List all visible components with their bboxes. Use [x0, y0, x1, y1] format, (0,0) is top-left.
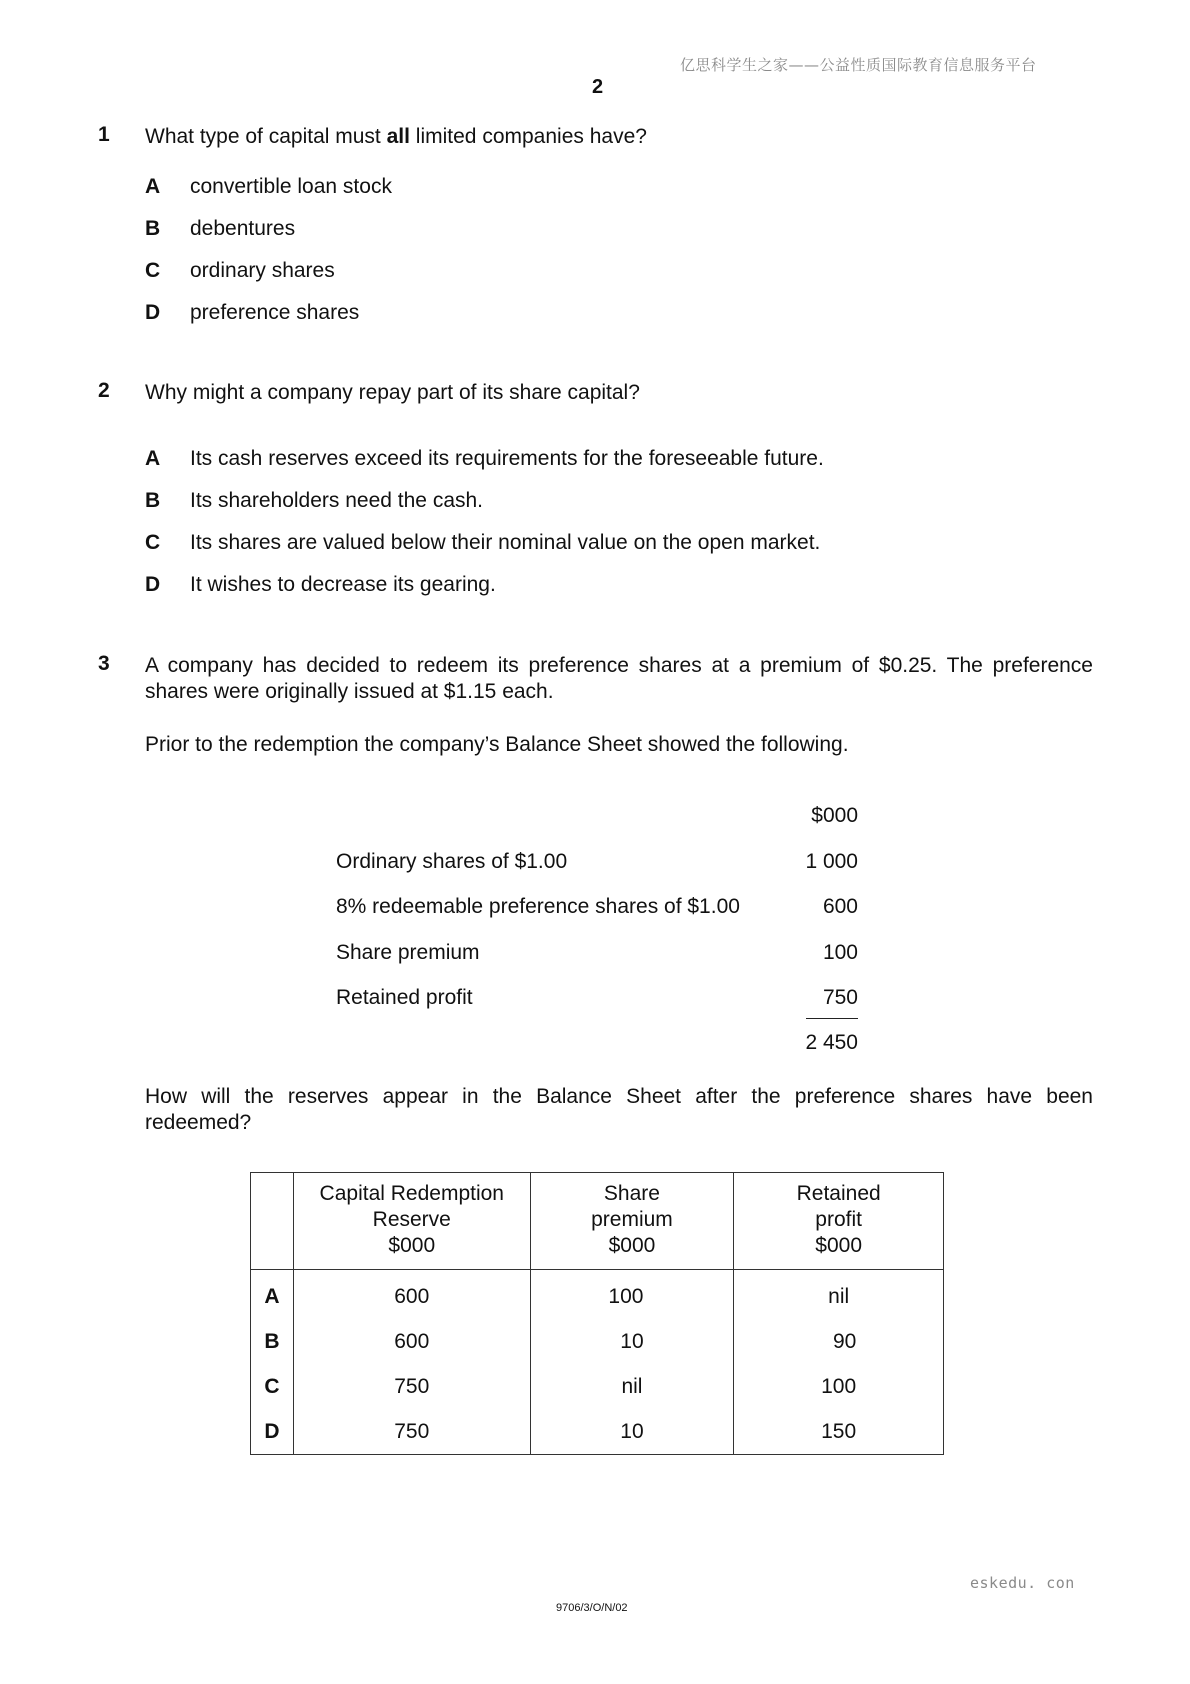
- row-letter: A: [251, 1270, 294, 1320]
- question-text: What type of capital must all limited companies have?: [145, 125, 647, 148]
- question-number: 3: [98, 652, 110, 675]
- page-number: 2: [592, 76, 604, 98]
- option-text: preference shares: [190, 301, 360, 324]
- question-number: 2: [98, 379, 110, 402]
- question-text-line2: shares were originally issued at $1.15 each.: [145, 680, 554, 703]
- table-row: [251, 1270, 944, 1320]
- option-letter: D: [145, 301, 161, 324]
- option-letter: A: [145, 447, 161, 470]
- option-letter: A: [145, 175, 161, 198]
- option-text: ordinary shares: [190, 259, 335, 282]
- option-text: Its shares are valued below their nominal value on the open market.: [190, 531, 821, 554]
- header-watermark: 亿思科学生之家——公益性质国际教育信息服务平台: [680, 56, 1037, 74]
- balance-sheet-value: 1 000: [805, 850, 858, 873]
- question-text-line1: A company has decided to redeem its preference shares at a premium of $0.25. The preference: [145, 654, 1093, 677]
- cell-crr: 600: [293, 1270, 530, 1320]
- cell-crr: 600: [293, 1319, 530, 1364]
- cell-retained-profit: 90: [734, 1319, 944, 1364]
- cell-retained-profit: nil: [734, 1270, 944, 1320]
- option-text: Its cash reserves exceed its requirements for the foreseeable future.: [190, 447, 824, 470]
- balance-sheet-value: 600: [822, 895, 858, 918]
- balance-sheet-total: 2 450: [805, 1031, 858, 1054]
- balance-sheet-label: Share premium: [336, 941, 480, 964]
- question-text-prior: Prior to the redemption the company’s Balance Sheet showed the following.: [145, 733, 849, 756]
- balance-sheet-label: Ordinary shares of $1.00: [336, 850, 568, 873]
- option-letter: B: [145, 489, 161, 512]
- cell-share-premium: nil: [530, 1364, 734, 1409]
- cell-retained-profit: 150: [734, 1409, 944, 1455]
- question-number: 1: [98, 123, 110, 146]
- table-header-retained-profit: Retained profit $000: [734, 1173, 944, 1270]
- balance-sheet-label: 8% redeemable preference shares of $1.00: [336, 895, 740, 918]
- row-letter: B: [251, 1319, 294, 1364]
- question-prompt-line2: redeemed?: [145, 1111, 252, 1134]
- option-letter: B: [145, 217, 161, 240]
- balance-sheet-total-rule: [806, 1018, 858, 1019]
- balance-sheet-label: Retained profit: [336, 986, 473, 1009]
- option-text: Its shareholders need the cash.: [190, 489, 484, 512]
- cell-share-premium: 10: [530, 1409, 734, 1455]
- answer-table: [250, 1172, 944, 1455]
- paper-code: 9706/3/O/N/02: [556, 1602, 628, 1614]
- cell-share-premium: 10: [530, 1319, 734, 1364]
- cell-crr: 750: [293, 1409, 530, 1455]
- table-header-row: [251, 1173, 944, 1270]
- table-row: [251, 1319, 944, 1364]
- cell-retained-profit: 100: [734, 1364, 944, 1409]
- balance-sheet-value: 100: [822, 941, 858, 964]
- table-header-share-premium: Share premium $000: [530, 1173, 734, 1270]
- row-letter: D: [251, 1409, 294, 1455]
- table-header-capital-redemption-reserve: Capital Redemption Reserve $000: [293, 1173, 530, 1270]
- option-text: debentures: [190, 217, 296, 240]
- table-row: [251, 1409, 944, 1455]
- balance-sheet-unit: $000: [811, 804, 858, 827]
- option-text: convertible loan stock: [190, 175, 392, 198]
- cell-share-premium: 100: [530, 1270, 734, 1320]
- option-letter: D: [145, 573, 161, 596]
- option-letter: C: [145, 531, 161, 554]
- question-prompt-line1: How will the reserves appear in the Balance Sheet after the preference shares have been: [145, 1085, 1093, 1108]
- footer-watermark: eskedu. con: [970, 1574, 1075, 1592]
- balance-sheet-value: 750: [822, 986, 858, 1009]
- table-header-blank: [251, 1173, 294, 1270]
- cell-crr: 750: [293, 1364, 530, 1409]
- row-letter: C: [251, 1364, 294, 1409]
- option-text: It wishes to decrease its gearing.: [190, 573, 496, 596]
- option-letter: C: [145, 259, 161, 282]
- question-text: Why might a company repay part of its share capital?: [145, 381, 640, 404]
- table-row: [251, 1364, 944, 1409]
